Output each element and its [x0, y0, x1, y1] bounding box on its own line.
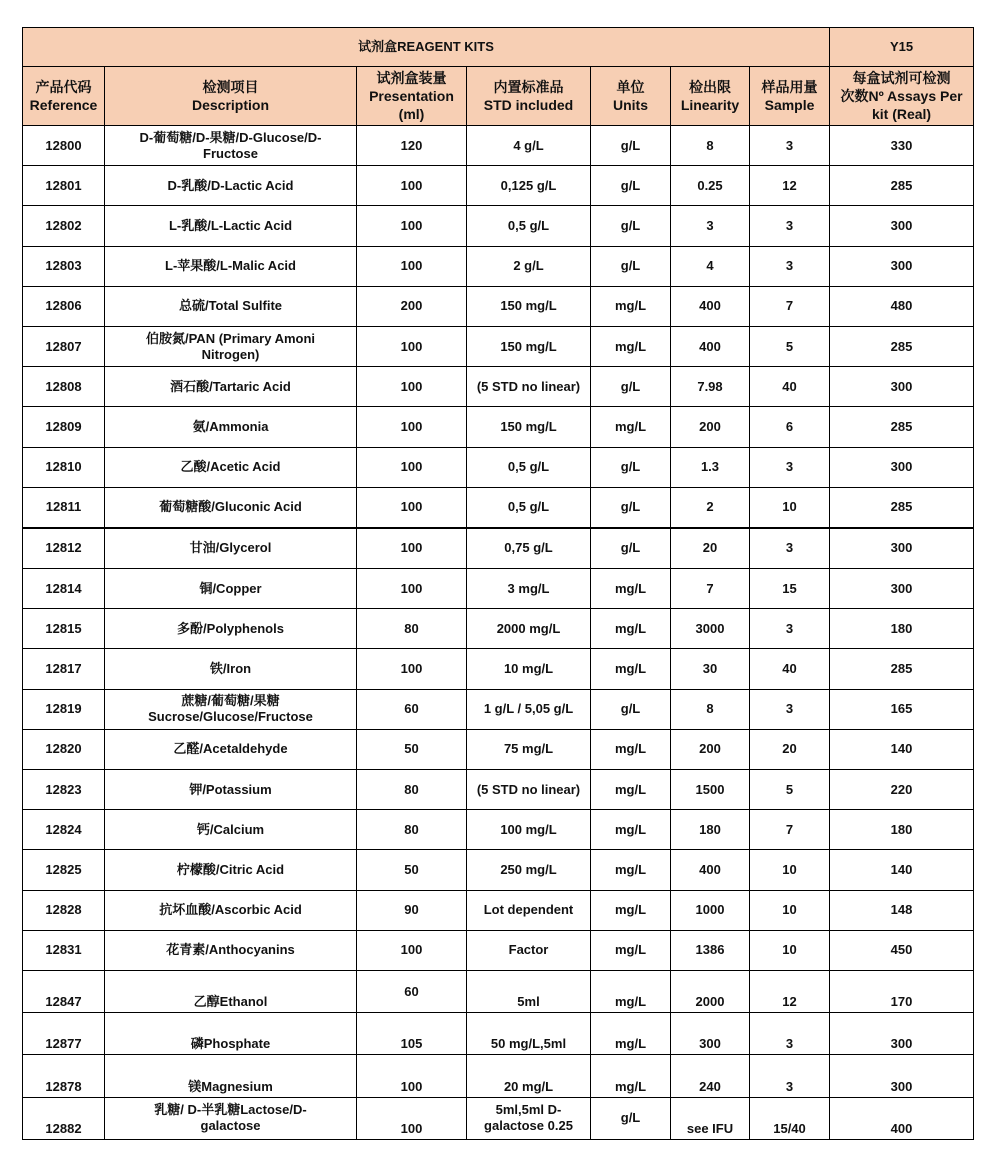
cell-sample: 20	[750, 729, 830, 769]
cell-reference: 12820	[23, 729, 105, 769]
cell-reference: 12814	[23, 569, 105, 609]
cell-linearity: 180	[671, 810, 750, 850]
cell-units: g/L	[591, 126, 671, 166]
cell-presentation: 100	[357, 528, 467, 569]
cell-linearity: 2000	[671, 970, 750, 1012]
description-line: 磷Phosphate	[190, 1036, 271, 1052]
cell-presentation: 100	[357, 569, 467, 609]
cell-assays-per-kit: 285	[830, 166, 974, 206]
cell-reference: 12878	[23, 1055, 105, 1097]
cell-reference: 12847	[23, 970, 105, 1012]
cell-sample: 10	[750, 850, 830, 890]
cell-assays-per-kit: 180	[830, 810, 974, 850]
cell-std-included: 3 mg/L	[467, 569, 591, 609]
cell-reference: 12809	[23, 407, 105, 447]
cell-std-included: 20 mg/L	[467, 1055, 591, 1097]
cell-assays-per-kit: 450	[830, 930, 974, 970]
cell-units: mg/L	[591, 970, 671, 1012]
cell-std-included: 2 g/L	[467, 246, 591, 286]
cell-sample: 10	[750, 487, 830, 528]
column-header-units	[591, 67, 671, 126]
column-header-sample	[750, 67, 830, 126]
column-header-line: 检测项目	[202, 79, 259, 95]
cell-sample: 10	[750, 930, 830, 970]
cell-assays-per-kit: 285	[830, 407, 974, 447]
column-header-line: Units	[613, 97, 648, 113]
model-title: Y15	[830, 28, 974, 67]
cell-sample: 40	[750, 367, 830, 407]
table-row	[23, 246, 974, 286]
cell-linearity: 400	[671, 850, 750, 890]
cell-presentation: 90	[357, 890, 467, 930]
cell-std-included: 1 g/L / 5,05 g/L	[467, 689, 591, 729]
table-row	[23, 126, 974, 166]
cell-std-included: (5 STD no linear)	[467, 367, 591, 407]
cell-assays-per-kit: 400	[830, 1097, 974, 1139]
table-row	[23, 930, 974, 970]
cell-reference: 12806	[23, 286, 105, 326]
column-header-presentation	[357, 67, 467, 126]
cell-std-included: 75 mg/L	[467, 729, 591, 769]
cell-units: g/L	[591, 206, 671, 246]
description-line: 柠檬酸/Citric Acid	[176, 861, 285, 877]
description-line: 酒石酸/Tartaric Acid	[170, 378, 291, 394]
cell-sample: 5	[750, 770, 830, 810]
cell-linearity: 1.3	[671, 447, 750, 487]
cell-sample: 3	[750, 206, 830, 246]
description-line: Fructose	[203, 145, 258, 161]
description-line: 抗坏血酸/Ascorbic Acid	[159, 902, 302, 918]
cell-std-included: Factor	[467, 930, 591, 970]
description-line: 乙醛/Acetaldehyde	[173, 741, 288, 757]
cell-reference: 12808	[23, 367, 105, 407]
cell-linearity: 4	[671, 246, 750, 286]
header-group-row	[23, 28, 974, 67]
description-line: 葡萄糖酸/Gluconic Acid	[159, 499, 302, 515]
cell-linearity: 3000	[671, 609, 750, 649]
cell-presentation: 50	[357, 729, 467, 769]
description-line: 钙/Calcium	[196, 821, 265, 837]
cell-std-included: 150 mg/L	[467, 326, 591, 366]
cell-presentation: 80	[357, 770, 467, 810]
cell-linearity: 200	[671, 407, 750, 447]
cell-units: mg/L	[591, 407, 671, 447]
cell-linearity: 1000	[671, 890, 750, 930]
table-row	[23, 609, 974, 649]
cell-reference: 12800	[23, 126, 105, 166]
cell-presentation: 100	[357, 447, 467, 487]
table-row	[23, 649, 974, 689]
cell-linearity: 8	[671, 126, 750, 166]
column-header-line: Reference	[29, 97, 98, 113]
cell-description	[105, 609, 357, 649]
cell-linearity: 2	[671, 487, 750, 528]
cell-std-included: 0,5 g/L	[467, 447, 591, 487]
cell-sample: 15	[750, 569, 830, 609]
cell-description	[105, 970, 357, 1012]
cell-linearity: 200	[671, 729, 750, 769]
table-row	[23, 890, 974, 930]
cell-description	[105, 1055, 357, 1097]
description-line: 乙酸/Acetic Acid	[180, 459, 281, 475]
cell-linearity: 1386	[671, 930, 750, 970]
column-header-line: Sample	[764, 97, 815, 113]
column-header-line: 次数Nº Assays Per	[840, 88, 963, 104]
cell-description	[105, 286, 357, 326]
cell-sample: 40	[750, 649, 830, 689]
cell-sample: 12	[750, 166, 830, 206]
cell-linearity: 20	[671, 528, 750, 569]
cell-reference: 12801	[23, 166, 105, 206]
cell-assays-per-kit: 300	[830, 246, 974, 286]
table-row	[23, 1055, 974, 1097]
cell-description	[105, 930, 357, 970]
cell-assays-per-kit: 165	[830, 689, 974, 729]
column-header-std-included	[467, 67, 591, 126]
cell-presentation: 100	[357, 326, 467, 366]
cell-reference: 12828	[23, 890, 105, 930]
table-row	[23, 970, 974, 1012]
cell-presentation: 100	[357, 487, 467, 528]
cell-presentation: 50	[357, 850, 467, 890]
cell-linearity: 240	[671, 1055, 750, 1097]
cell-assays-per-kit: 140	[830, 850, 974, 890]
cell-assays-per-kit: 300	[830, 206, 974, 246]
column-header-row	[23, 67, 974, 126]
cell-linearity: 300	[671, 1013, 750, 1055]
description-line: 铜/Copper	[199, 580, 262, 596]
column-header-line: (ml)	[398, 106, 425, 122]
cell-reference: 12824	[23, 810, 105, 850]
cell-linearity: see IFU	[671, 1097, 750, 1139]
table-row	[23, 1013, 974, 1055]
cell-sample: 7	[750, 810, 830, 850]
cell-sample: 3	[750, 528, 830, 569]
cell-linearity: 7.98	[671, 367, 750, 407]
cell-units: mg/L	[591, 569, 671, 609]
description-line: L-苹果酸/L-Malic Acid	[165, 258, 296, 274]
cell-description	[105, 770, 357, 810]
cell-presentation: 100	[357, 166, 467, 206]
cell-assays-per-kit: 148	[830, 890, 974, 930]
column-header-line: kit (Real)	[871, 106, 932, 122]
cell-std-included: 150 mg/L	[467, 407, 591, 447]
table-row	[23, 569, 974, 609]
cell-sample: 3	[750, 1055, 830, 1097]
cell-linearity: 0.25	[671, 166, 750, 206]
cell-std-included: 50 mg/L,5ml	[467, 1013, 591, 1055]
description-line: L-乳酸/L-Lactic Acid	[168, 217, 293, 233]
cell-presentation: 100	[357, 367, 467, 407]
table-row	[23, 407, 974, 447]
cell-description	[105, 689, 357, 729]
cell-std-included: (5 STD no linear)	[467, 770, 591, 810]
column-header-assays-per-kit	[830, 67, 974, 126]
cell-sample: 3	[750, 126, 830, 166]
cell-assays-per-kit: 285	[830, 649, 974, 689]
cell-reference: 12825	[23, 850, 105, 890]
cell-description	[105, 126, 357, 166]
cell-units: g/L	[591, 166, 671, 206]
column-header-line: 试剂盒装量	[376, 70, 447, 86]
cell-sample: 7	[750, 286, 830, 326]
description-line: Nitrogen)	[201, 346, 260, 362]
description-line: 乙醇Ethanol	[193, 994, 268, 1010]
cell-reference: 12810	[23, 447, 105, 487]
cell-units: mg/L	[591, 649, 671, 689]
cell-units: g/L	[591, 246, 671, 286]
cell-sample: 3	[750, 689, 830, 729]
cell-assays-per-kit: 480	[830, 286, 974, 326]
cell-std-included: Lot dependent	[467, 890, 591, 930]
cell-sample: 3	[750, 447, 830, 487]
cell-presentation: 60	[357, 970, 467, 1012]
cell-std-included: 10 mg/L	[467, 649, 591, 689]
cell-presentation: 100	[357, 930, 467, 970]
cell-description	[105, 528, 357, 569]
table-row	[23, 810, 974, 850]
cell-presentation: 100	[357, 649, 467, 689]
cell-linearity: 8	[671, 689, 750, 729]
cell-units: mg/L	[591, 326, 671, 366]
cell-std-included: 4 g/L	[467, 126, 591, 166]
cell-description	[105, 1097, 357, 1139]
cell-assays-per-kit: 300	[830, 528, 974, 569]
cell-sample: 12	[750, 970, 830, 1012]
cell-presentation: 100	[357, 1055, 467, 1097]
column-header-linearity	[671, 67, 750, 126]
cell-assays-per-kit: 285	[830, 487, 974, 528]
cell-presentation: 100	[357, 246, 467, 286]
cell-units: g/L	[591, 1097, 671, 1139]
description-line: 花青素/Anthocyanins	[166, 942, 295, 958]
cell-linearity: 400	[671, 326, 750, 366]
column-header-line: STD included	[483, 97, 574, 113]
cell-units: mg/L	[591, 609, 671, 649]
cell-description	[105, 850, 357, 890]
cell-assays-per-kit: 300	[830, 1055, 974, 1097]
cell-assays-per-kit: 300	[830, 447, 974, 487]
table-row	[23, 689, 974, 729]
cell-assays-per-kit: 300	[830, 569, 974, 609]
cell-std-included: 0,5 g/L	[467, 206, 591, 246]
column-header-line: 内置标准品	[493, 79, 564, 95]
cell-description	[105, 569, 357, 609]
cell-reference: 12802	[23, 206, 105, 246]
cell-linearity: 1500	[671, 770, 750, 810]
description-line: 镁Magnesium	[188, 1078, 273, 1094]
column-header-line: 单位	[616, 79, 645, 95]
cell-linearity: 7	[671, 569, 750, 609]
cell-linearity: 30	[671, 649, 750, 689]
description-line: 伯胺氮/PAN (Primary Amoni	[145, 330, 316, 346]
table-row	[23, 487, 974, 528]
column-header-line: Presentation	[369, 88, 454, 104]
cell-units: g/L	[591, 487, 671, 528]
description-line: 氨/Ammonia	[192, 418, 269, 434]
cell-description	[105, 447, 357, 487]
cell-reference: 12877	[23, 1013, 105, 1055]
description-line: D-乳酸/D-Lactic Acid	[167, 177, 294, 193]
cell-description	[105, 407, 357, 447]
cell-description	[105, 206, 357, 246]
table-row	[23, 326, 974, 366]
description-line: galactose	[200, 1118, 261, 1134]
cell-units: mg/L	[591, 890, 671, 930]
cell-sample: 10	[750, 890, 830, 930]
table-row	[23, 206, 974, 246]
table-row	[23, 447, 974, 487]
description-line: 甘油/Glycerol	[189, 540, 272, 556]
cell-assays-per-kit: 180	[830, 609, 974, 649]
column-header-line: Linearity	[680, 97, 740, 113]
cell-description	[105, 890, 357, 930]
column-header-line: 产品代码	[35, 79, 92, 95]
cell-linearity: 3	[671, 206, 750, 246]
cell-std-included: 100 mg/L	[467, 810, 591, 850]
cell-assays-per-kit: 285	[830, 326, 974, 366]
cell-presentation: 60	[357, 689, 467, 729]
cell-description	[105, 729, 357, 769]
description-line: 总硫/Total Sulfite	[178, 298, 283, 314]
description-line: Sucrose/Glucose/Fructose	[148, 709, 313, 725]
cell-std-included: 0,5 g/L	[467, 487, 591, 528]
cell-std-included: 5ml,5ml D-galactose 0.25	[467, 1097, 591, 1139]
cell-units: g/L	[591, 689, 671, 729]
cell-description	[105, 367, 357, 407]
cell-units: mg/L	[591, 1013, 671, 1055]
cell-description	[105, 1013, 357, 1055]
cell-presentation: 100	[357, 1097, 467, 1139]
cell-presentation: 100	[357, 407, 467, 447]
cell-units: mg/L	[591, 930, 671, 970]
cell-std-included: 0,75 g/L	[467, 528, 591, 569]
table-row	[23, 770, 974, 810]
cell-reference: 12882	[23, 1097, 105, 1139]
cell-sample: 3	[750, 246, 830, 286]
cell-units: mg/L	[591, 770, 671, 810]
table-row	[23, 367, 974, 407]
cell-reference: 12811	[23, 487, 105, 528]
cell-std-included: 2000 mg/L	[467, 609, 591, 649]
cell-reference: 12819	[23, 689, 105, 729]
cell-std-included: 250 mg/L	[467, 850, 591, 890]
description-line: D-葡萄糖/D-果糖/D-Glucose/D-	[139, 129, 322, 145]
cell-units: mg/L	[591, 286, 671, 326]
cell-units: mg/L	[591, 850, 671, 890]
cell-reference: 12815	[23, 609, 105, 649]
description-line: 乳糖/ D-半乳糖Lactose/D-	[154, 1102, 307, 1118]
cell-assays-per-kit: 170	[830, 970, 974, 1012]
cell-assays-per-kit: 140	[830, 729, 974, 769]
description-line: 多酚/Polyphenols	[177, 620, 284, 636]
cell-sample: 5	[750, 326, 830, 366]
cell-assays-per-kit: 300	[830, 367, 974, 407]
group-title: 试剂盒REAGENT KITS	[23, 28, 830, 67]
description-line: 铁/Iron	[209, 661, 252, 677]
reagent-kits-table	[22, 27, 974, 1140]
cell-units: g/L	[591, 528, 671, 569]
table-row	[23, 528, 974, 569]
column-header-line: 样品用量	[761, 79, 818, 95]
cell-reference: 12823	[23, 770, 105, 810]
cell-description	[105, 649, 357, 689]
cell-presentation: 100	[357, 206, 467, 246]
cell-std-included: 5ml	[467, 970, 591, 1012]
reagent-kits-table-container	[22, 27, 973, 1140]
cell-description	[105, 246, 357, 286]
cell-reference: 12817	[23, 649, 105, 689]
cell-reference: 12803	[23, 246, 105, 286]
cell-reference: 12807	[23, 326, 105, 366]
column-header-line: 检出限	[689, 79, 731, 95]
cell-presentation: 80	[357, 609, 467, 649]
cell-sample: 3	[750, 1013, 830, 1055]
cell-assays-per-kit: 300	[830, 1013, 974, 1055]
cell-units: mg/L	[591, 810, 671, 850]
cell-reference: 12831	[23, 930, 105, 970]
cell-presentation: 80	[357, 810, 467, 850]
cell-sample: 15/40	[750, 1097, 830, 1139]
table-row	[23, 850, 974, 890]
column-header-description	[105, 67, 357, 126]
cell-assays-per-kit: 220	[830, 770, 974, 810]
column-header-reference	[23, 67, 105, 126]
table-row	[23, 1097, 974, 1139]
cell-presentation: 105	[357, 1013, 467, 1055]
cell-description	[105, 326, 357, 366]
cell-units: mg/L	[591, 1055, 671, 1097]
cell-reference: 12812	[23, 528, 105, 569]
column-header-line: Description	[191, 97, 269, 113]
column-header-line: 每盒试剂可检测	[852, 70, 951, 86]
cell-presentation: 120	[357, 126, 467, 166]
table-row	[23, 729, 974, 769]
cell-description	[105, 487, 357, 528]
table-row	[23, 166, 974, 206]
cell-std-included: 0,125 g/L	[467, 166, 591, 206]
cell-description	[105, 166, 357, 206]
table-row	[23, 286, 974, 326]
cell-description	[105, 810, 357, 850]
cell-assays-per-kit: 330	[830, 126, 974, 166]
cell-linearity: 400	[671, 286, 750, 326]
cell-presentation: 200	[357, 286, 467, 326]
description-line: 钾/Potassium	[189, 781, 272, 797]
cell-units: g/L	[591, 447, 671, 487]
cell-std-included: 150 mg/L	[467, 286, 591, 326]
description-line: 蔗糖/葡萄糖/果糖	[181, 693, 280, 709]
cell-sample: 3	[750, 609, 830, 649]
cell-units: mg/L	[591, 729, 671, 769]
cell-sample: 6	[750, 407, 830, 447]
cell-units: g/L	[591, 367, 671, 407]
